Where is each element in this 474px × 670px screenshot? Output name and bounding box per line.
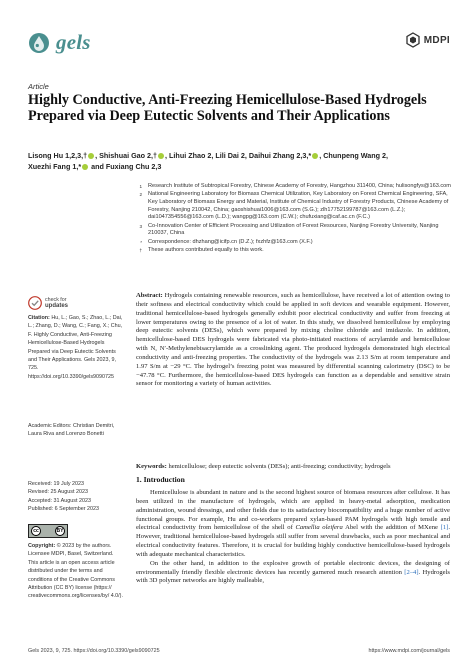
- keywords-label: Keywords:: [136, 463, 167, 470]
- date-published: Published: 6 September 2023: [28, 506, 100, 513]
- intro-p1-text: . However, traditional hemicellulose-based hydrogels still suffer from several drawbacks, such as poor mechanical and electrical conductivity features. Therefore, it is crucial for building highly conductive hemicellulose-based hydrogels with adequate mechanical characteristics.: [136, 524, 450, 558]
- cc-by-license-badge[interactable]: [28, 524, 68, 538]
- species-name: Camellia oleifera: [295, 524, 343, 532]
- affiliation-text: National Engineering Laboratory for Biomass Chemical Utilization, Key Laboratory on Forest Chemical Engineering, SFA, Key Laboratory of Biomass Energy and Material, Institute of Chemical Industry of Forestry Products, Chinese Academy of Forestry, Nanjing 210042, China; gaoshishuai1006@163.com (S.G.); zlh17752199787@163.com (L.Z.); dai1047354556@163.com (L.D.); wangpg@163.com (C.W.); chufuxiang@caf.ac.cn (F.C.): [148, 191, 449, 221]
- academic-editors: [28, 422, 124, 439]
- affiliation-item: [136, 223, 451, 238]
- keywords-text: hemicellulose; deep eutectic solvents (DESs); anti-freezing; conductivity; hydrogels: [168, 463, 391, 470]
- equal-contribution-note: [136, 247, 451, 255]
- affiliation-marker: 1: [139, 184, 142, 189]
- check-updates-icon: [28, 296, 42, 310]
- copyright: [28, 542, 124, 601]
- affiliation-item: [136, 191, 451, 221]
- abstract-text: Hydrogels containing renewable resources, such as hemicellulose, have received a lot of attention owing to their softness and electrical conductivity which could be applied in soft devices and wearable equipment. However, traditional hemicellulose-based hydrogels generally exhibit poor electrical conductivity and suffer from freezing at lower temperatures owing to the presence of a lot of water. In this study, we dissolved hemicellulose by employing deep eutectic solvents (DESs), which were prepared by mixing choline chloride and imidazole. In addition, hemicellulose-based DES hydrogels were fabricated via photo-initiated reactions of acrylamide and hemicellulose with N, N′-Methylenebisacrylamide as a crosslinking agent. The produced hydrogels demonstrated high electrical conductivity and anti-freezing properties. The conductivity of the hydrogels was 2.13 S/m at room temperature and 1.97 S/m at −29 °C. The hydrogel’s freezing point was measured by differential scanning calorimetry (DSC) to be −47.78 °C. Furthermore, the hemicellulose-based DES hydrogels can function as a dependable and sensitive strain sensor for monitoring a variety of human activities.: [136, 292, 450, 388]
- affiliation-marker: 2: [139, 192, 142, 198]
- citation-text[interactable]: Hu, L.; Gao, S.; Zhao, L.; Dai, L.; Zhang, D.; Wang, C.; Fang, X.; Chu, F. Highly Conductive, Anti-Freezing Hemicellulose-Based Hydrogels Prepared via Deep Eutectic Solvents and Their Applications. Gels 2023, 9, 725. https://doi.org/10.3390/gels9090725: [28, 315, 123, 380]
- publisher-name: MDPI: [423, 34, 450, 46]
- journal-logo[interactable]: [28, 30, 91, 55]
- date-revised: Revised: 25 August 2023: [28, 489, 88, 496]
- affiliation-marker: 3: [139, 223, 142, 229]
- copyright-label: Copyright:: [28, 543, 56, 549]
- introduction-body: [136, 489, 450, 586]
- author-fang[interactable]: Xuezhi Fang 1,*: [28, 162, 82, 171]
- author-wang[interactable]: , Chunpeng Wang 2,: [319, 151, 389, 160]
- check-for-updates-button[interactable]: [28, 296, 68, 310]
- author-list: [28, 150, 448, 172]
- keywords: [136, 463, 450, 472]
- author-chu[interactable]: and Fuxiang Chu 2,3: [89, 162, 162, 171]
- affiliation-marker: *: [140, 239, 142, 245]
- editors-text: Christian Demitri, Laura Riva and Lorenzo Bonetti: [28, 423, 115, 438]
- affiliation-text: Co-Innovation Center of Efficient Processing and Utilization of Forest Resources, Nanjing Forestry University, Nanjing 210037, China: [148, 222, 439, 237]
- intro-p2-text: On the other hand, in addition to the explosive growth of portable electronic devices, the designing of environmentally friendly flexible electronic devices has recently garnered much research attention: [136, 559, 450, 576]
- orcid-icon[interactable]: [88, 153, 94, 159]
- copyright-text: © 2023 by the authors. Licensee MDPI, Basel, Switzerland. This article is an open access article distributed under the terms and conditions of the Creative Commons Attribution (CC BY) license (https:// creativecommons.org/licenses/by/ 4.0/).: [28, 543, 123, 600]
- orcid-icon[interactable]: [158, 153, 164, 159]
- orcid-icon[interactable]: [82, 164, 88, 170]
- check-updates-line2: updates: [45, 303, 69, 309]
- article-type: Article: [28, 82, 49, 91]
- equal-contribution-text: These authors contributed equally to this work.: [148, 246, 264, 253]
- author-zhao-dai-zhang[interactable]: , Lihui Zhao 2, Lili Dai 2, Daihui Zhang 2,3,*: [165, 151, 312, 160]
- publisher-logo[interactable]: [405, 32, 450, 48]
- publication-dates: [28, 480, 124, 514]
- check-updates-line1: check for: [45, 297, 67, 303]
- article-title: Highly Conductive, Anti-Freezing Hemicellulose-Based Hydrogels Prepared via Deep Eutectic Solvents and Their Applications: [28, 92, 427, 124]
- intro-p1-text: Hemicellulose is abundant in nature and is the second highest source of biomass resources after cellulose. It has been utilized in the manufacture of hydrogels, which are applied in heavy-metal adsorption, medication administration, wound dressings, and other fields due to its satisfactory biocompatibility and a huge number of active functional groups. For example, Hu and co-workers prepared xylan-based PAM hydrogels with high tensile and electrical conductivity from hemicellulose of the shell of: [136, 489, 450, 532]
- affiliation-text: Research Institute of Subtropical Forestry, Chinese Academy of Forestry, Hangzhou 311400, China; hulisongfys@163.com: [148, 183, 451, 189]
- introduction-heading: 1. Introduction: [136, 475, 185, 484]
- gels-droplet-icon: [28, 32, 50, 54]
- citation-label: Citation:: [28, 315, 50, 321]
- footer-citation[interactable]: Gels 2023, 9, 725. https://doi.org/10.3390/gels9090725: [28, 648, 160, 654]
- editors-label: Academic Editors:: [28, 423, 72, 429]
- check-updates-label: [45, 297, 68, 309]
- author-gao[interactable]: , Shishuai Gao 2,†: [95, 151, 158, 160]
- intro-paragraph: [136, 489, 450, 560]
- footer-journal-link[interactable]: https://www.mdpi.com/journal/gels: [368, 648, 450, 654]
- date-accepted: Accepted: 31 August 2023: [28, 497, 91, 504]
- affiliations: [136, 183, 451, 255]
- intro-p2-text: . Hydrogels with 3D polymer networks are highly malleable,: [136, 568, 450, 585]
- orcid-icon[interactable]: [312, 153, 318, 159]
- affiliation-marker: †: [139, 247, 142, 253]
- reference-link[interactable]: [1]: [440, 524, 449, 532]
- author-hu[interactable]: Lisong Hu 1,2,3,†: [28, 151, 88, 160]
- cc-icon: cc: [31, 526, 41, 536]
- intro-paragraph: [136, 560, 450, 587]
- abstract: [136, 292, 450, 389]
- reference-link[interactable]: [2–4]: [404, 568, 419, 576]
- citation: [28, 314, 124, 381]
- mdpi-hexagon-icon: [405, 32, 421, 48]
- abstract-label: Abstract:: [136, 292, 163, 299]
- by-icon: BY: [56, 528, 64, 534]
- intro-p1-text: Abel with the addition of MXene: [342, 524, 441, 532]
- correspondence: [136, 239, 451, 247]
- correspondence-text[interactable]: Correspondence: dhzhang@icifp.cn (D.Z.); fxzhfz@163.com (X.F.): [148, 238, 313, 245]
- affiliation-item: [136, 183, 451, 191]
- journal-name: gels: [56, 30, 91, 54]
- date-received: Received: 19 July 2023: [28, 481, 85, 487]
